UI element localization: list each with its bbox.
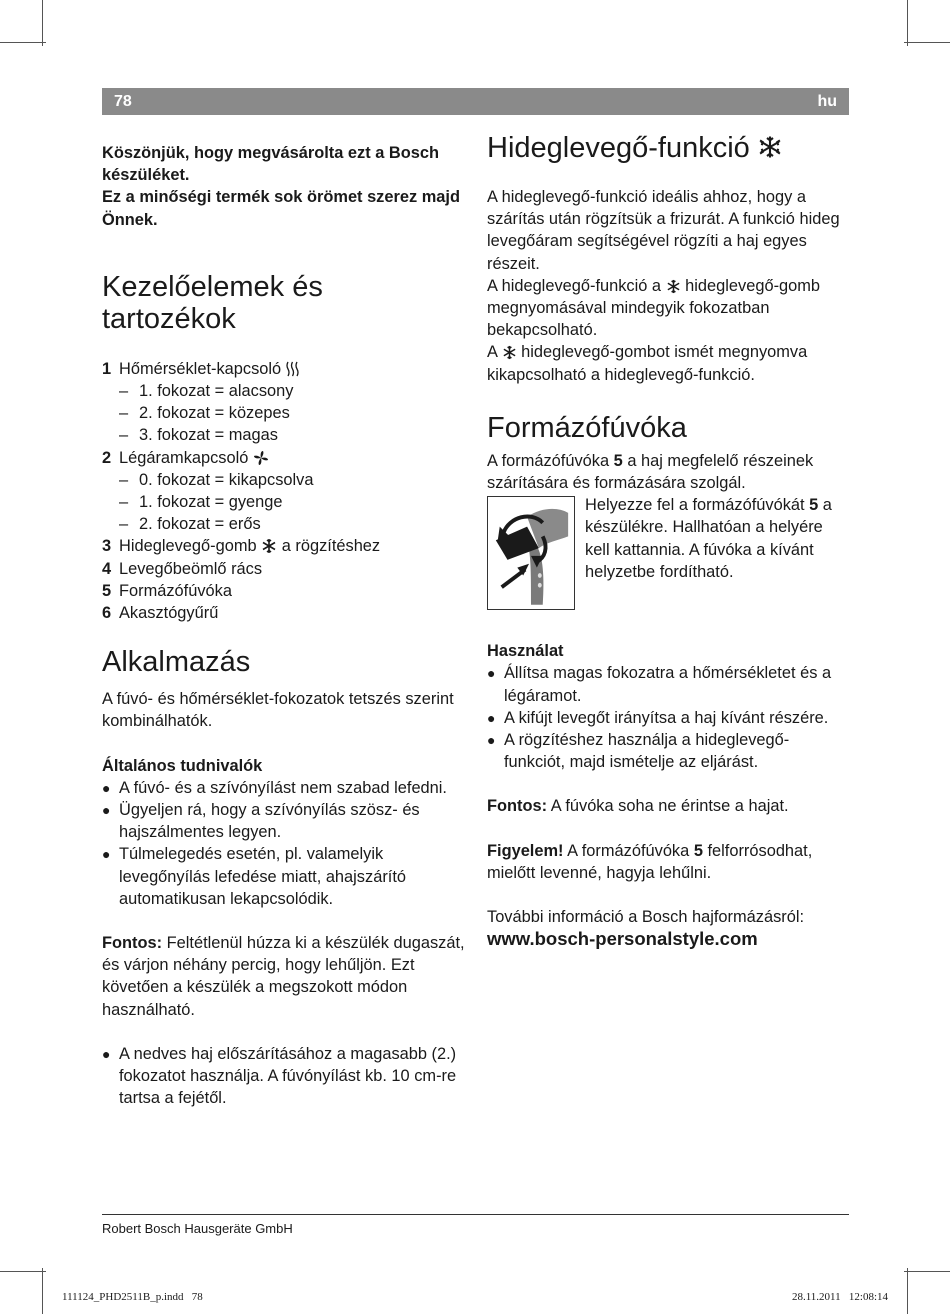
print-slug-date: 28.11.2011 12:08:14 [791,1291,888,1303]
nozzle-intro [487,450,849,494]
text-part: A hideglevegő-funkció a [487,276,666,295]
website-link[interactable]: www.bosch-personalstyle.com [487,928,758,950]
cold-air-text-2 [487,275,849,342]
item-number: 4 [102,559,112,578]
general-info-list [102,777,470,910]
important-text: A fúvóka soha ne érintse a hajat. [547,797,789,816]
item-label-suffix: a rögzítéshez [281,537,381,556]
list-item [102,358,470,447]
cold-air-heading [487,132,849,164]
list-item: – 1. fokozat = gyenge [119,491,470,513]
text-part: a készülékre. Hallhatóan a helyére kell kattannia. A fúvóka a kívánt helyzetbe fordítható. [585,496,832,581]
snowflake-icon [758,134,782,160]
list-item: ● A kifújt levegőt irányítsa a haj kívánt részére. [487,707,849,729]
item-label: Légáramkapcsoló [119,448,249,467]
crop-mark [42,1268,43,1314]
part-number: 5 [613,451,623,470]
item-label: Hőmérséklet-kapcsoló [119,359,282,378]
snowflake-icon [666,279,681,294]
crop-mark [904,1271,950,1272]
parts-list [102,358,470,624]
heat-waves-icon [286,361,300,377]
footer-company: Robert Bosch Hausgeräte GmbH [102,1221,293,1236]
part-number: 5 [693,841,703,860]
item-label: Levegőbeömlő rács [119,559,263,578]
text-part: a haj megfelelő részeinek szárítására és formázására szolgál. [487,451,814,493]
list-item: ● A fúvó- és a szívónyílást nem szabad lefedni. [102,777,470,799]
list-item: – 2. fokozat = közepes [119,402,470,424]
crop-mark [0,1271,46,1272]
important-text: Feltétlenül húzza ki a készülék dugaszát, és várjon néhány percig, hogy lehűljön. Ezt követően a készülék a megszokott módon használható. [102,934,465,1019]
predry-list [102,1043,470,1110]
nozzle-heading: Formázófúvóka [487,411,687,444]
crop-mark [42,0,43,46]
text-part: hideglevegő-gomb megnyomásával mindegyik fokozatban bekapcsolható. [487,276,821,340]
text-part: A formázófúvóka [487,451,614,470]
general-info-heading: Általános tudnivalók [102,756,263,775]
text-part: felforrósodhat, mielőtt levenné, hagyja lehűlni. [487,841,813,882]
text-part: Helyezze fel a formázófúvókát [585,496,810,515]
list-item: ● A nedves haj előszárításához a magasabb (2.) fokozatot használja. A fúvónyílást kb. 10 cm-re tartsa a fejétől. [102,1043,470,1110]
list-item: – 0. fokozat = kikapcsolva [119,469,470,491]
intro-line-2: Ez a minőségi termék sok örömet szerez majd Önnek. [102,188,460,229]
item-label: Hideglevegő-gomb [119,537,257,556]
footer-divider [102,1214,849,1215]
important-label: Fontos: [487,797,548,816]
snowflake-icon [261,538,277,554]
item-label: Akasztógyűrű [119,604,219,623]
item-number: 5 [102,581,112,600]
intro-text [102,142,470,231]
text-part: A [487,343,502,362]
list-item [102,580,470,602]
nozzle-usage-heading: Használat [487,642,564,661]
print-slug-file: 111124_PHD2511B_p.indd 78 [62,1291,203,1303]
nozzle-usage-list [487,662,849,773]
item-label: Formázófúvóka [119,581,232,600]
text-part: hideglevegő-gombot ismét megnyomva kikapcsolható a hideglevegő-funkció. [487,343,808,384]
language-code: hu [817,92,837,110]
cold-air-heading-text: Hideglevegő-funkció [487,132,750,164]
item-number: 1 [102,359,112,378]
crop-mark [907,1268,908,1314]
page-number: 78 [114,92,132,110]
list-item [102,535,470,557]
list-item: – 2. fokozat = erős [119,513,470,535]
part-number: 5 [809,496,819,515]
cold-air-text-3 [487,341,849,385]
sublist [119,380,470,447]
usage-heading: Alkalmazás [102,646,251,679]
page-header [102,88,849,115]
fan-icon [253,450,269,466]
crop-mark [907,0,908,46]
caution-label: Figyelem! [487,841,564,860]
crop-mark [904,42,950,43]
item-number: 2 [102,448,112,467]
intro-line-1: Köszönjük, hogy megvásárolta ezt a Bosch készüléket. [102,144,440,185]
nozzle-fit-block [487,494,849,614]
more-info-text: További információ a Bosch hajformázásról: [487,908,805,927]
nozzle-important-note [487,795,849,817]
cold-air-text-1: A hideglevegő-funkció ideális ahhoz, hogy a szárítás után rögzítsük a frizurát. A funkció hideg levegőáram segítségével rögzíti a haj egyes részeit. [487,188,840,273]
list-item [102,558,470,580]
list-item: ● Ügyeljen rá, hogy a szívónyílás szösz- és hajszálmentes legyen. [102,799,470,843]
list-item: – 1. fokozat = alacsony [119,380,470,402]
left-column [102,142,470,1110]
sublist [119,469,470,536]
controls-heading [102,271,470,335]
snowflake-icon [502,345,517,360]
important-note [102,932,470,1021]
controls-heading-line-2: tartozékok [102,302,236,335]
important-label: Fontos: [102,934,163,953]
right-column [487,132,849,950]
list-item [102,602,470,624]
crop-mark [0,42,46,43]
list-item: – 3. fokozat = magas [119,424,470,446]
nozzle-caution-note [487,840,849,884]
text-part: A formázófúvóka [563,841,694,860]
controls-heading-line-1: Kezelőelemek és [102,270,323,303]
list-item: ● A rögzítéshez használja a hideglevegő-funkciót, majd ismételje az eljárást. [487,729,849,773]
usage-text: A fúvó- és hőmérséklet-fokozatok tetszés szerint kombinálhatók. [102,690,454,731]
nozzle-attach-illustration [487,496,575,610]
list-item: ● Túlmelegedés esetén, pl. valamelyik levegőnyílás lefedése miatt, ahajszárító automatikusan lekapcsolódik. [102,843,470,910]
item-number: 6 [102,604,112,623]
item-number: 3 [102,537,112,556]
list-item [102,447,470,536]
list-item: ● Állítsa magas fokozatra a hőmérsékletet és a légáramot. [487,662,849,706]
